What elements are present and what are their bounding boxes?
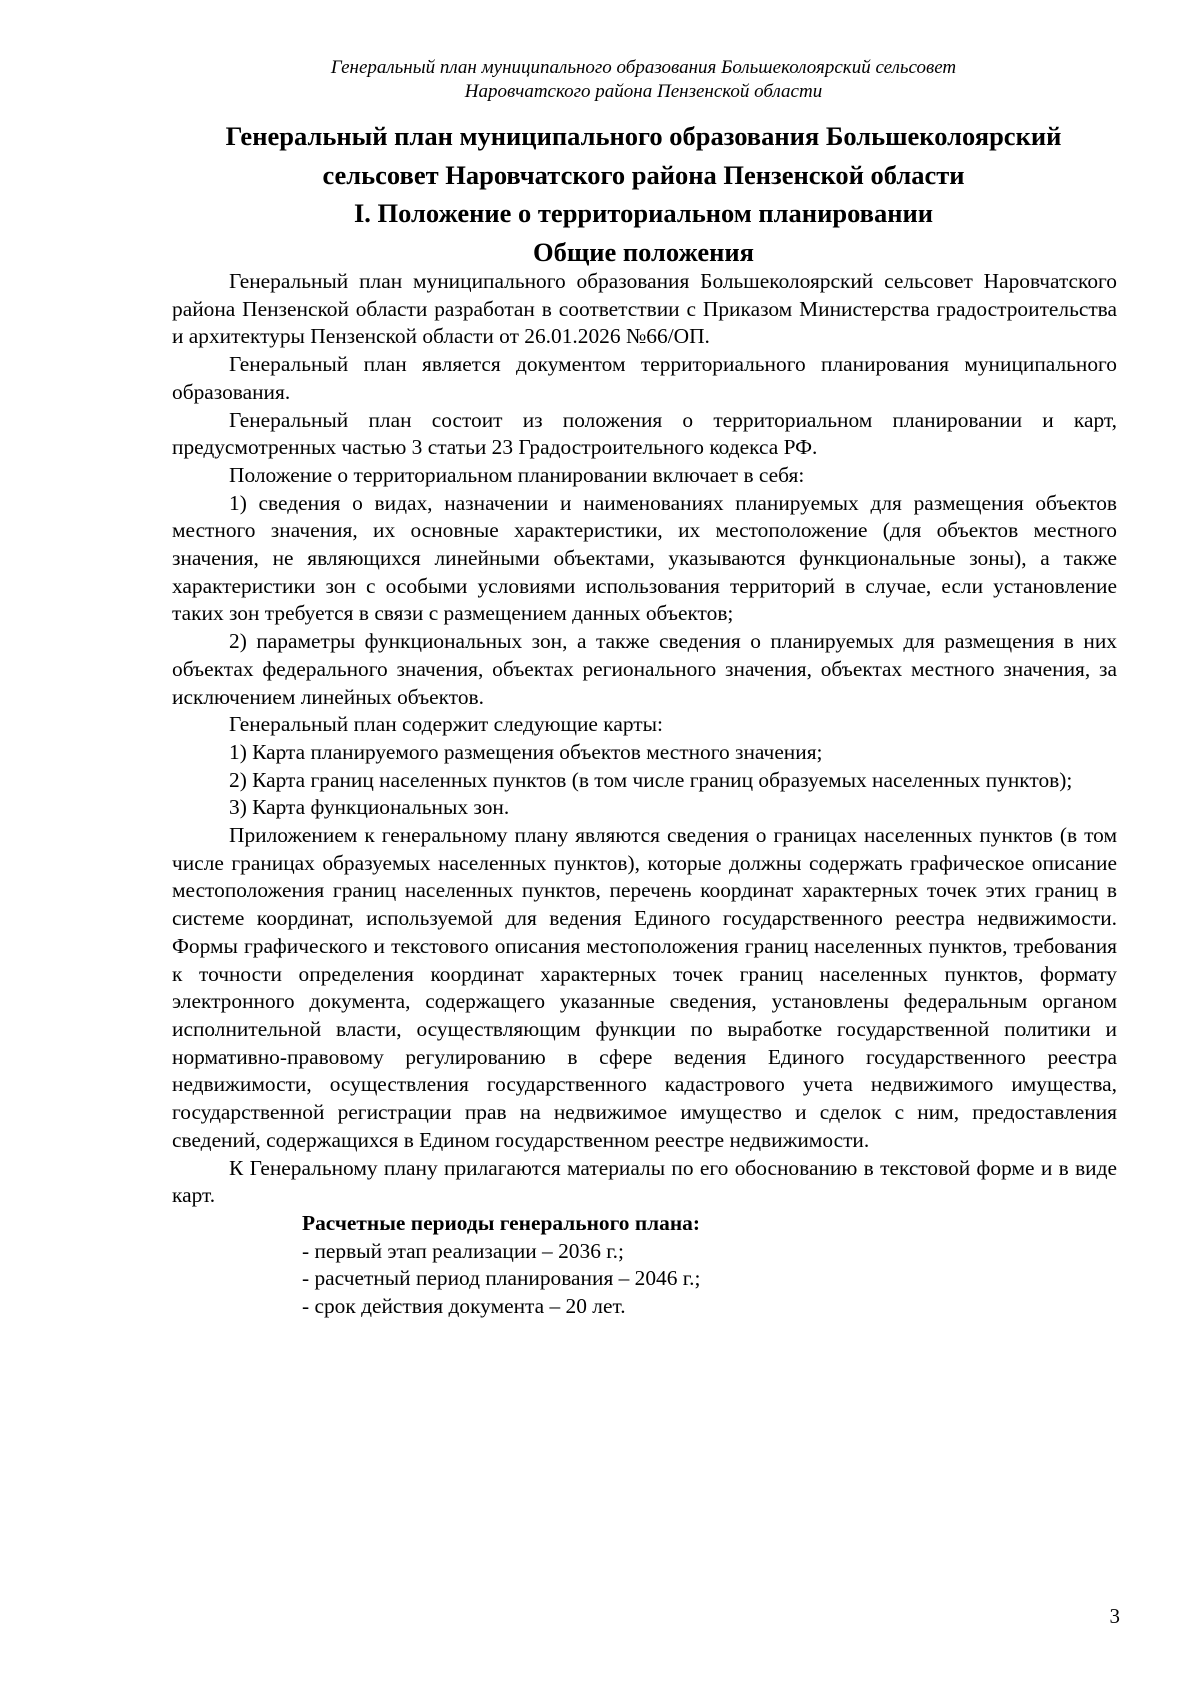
list-item-map-2: 2) Карта границ населенных пунктов (в том числе границ образуемых населенных пунктов);	[229, 767, 1073, 792]
paragraph-appendix: Приложением к генеральному плану являются сведения о границах населенных пунктов (в том числе границах образуемых населенных пунктов), которые должны содержать графическое описание местоположения границ населенных пунктов, перечень координат характерных точек этих границ в системе координат, используемой для ведения Единого государственного реестра недвижимости. Формы графического и текстового описания местоположения границ населенных пунктов, требования к точности определения координат характерных точек границ населенных пунктов, формату электронного документа, содержащего указанные сведения, установлены федеральным органом исполнительной власти, осуществляющим функции по выработке государственной политики и нормативно-правовому регулированию в сфере ведения Единого государственного реестра недвижимости, осуществления государственного кадастрового учета недвижимого имущества, государственной регистрации прав на недвижимое имущество и сделок с ним, предоставления сведений, содержащихся в Едином государственном реестре недвижимости.	[172, 823, 1117, 1152]
period-item-planning-period: - расчетный период планирования – 2046 г.;	[302, 1266, 701, 1291]
subsection-heading: Общие положения	[532, 236, 755, 267]
page-number: 3	[1109, 1604, 1120, 1628]
running-header	[170, 56, 1117, 104]
paragraph-composition: Генеральный план состоит из положения о территориальном планировании и карт, предусмотренных частью 3 статьи 23 Градостроительного кодекса РФ.	[172, 407, 1117, 460]
paragraph-maps-intro: Генеральный план содержит следующие карты:	[229, 712, 663, 737]
document-title	[170, 117, 1117, 271]
periods-heading: Расчетные периоды генерального плана:	[302, 1210, 700, 1235]
list-item-provision-2: 2) параметры функциональных зон, а также сведения о планируемых для размещения в них объектах федерального значения, объектах регионального значения, объектах местного значения, за исключением линейных объектов.	[172, 629, 1117, 709]
running-header-line-2: Наровчатского района Пензенской области	[464, 81, 823, 102]
body-text	[172, 268, 1117, 1321]
title-line-2: сельсовет Наровчатского района Пензенской области	[322, 159, 965, 190]
period-item-first-stage: - первый этап реализации – 2036 г.;	[302, 1238, 624, 1263]
section-heading: I. Положение о территориальном планировании	[353, 198, 934, 228]
list-item-map-1: 1) Карта планируемого размещения объектов местного значения;	[229, 739, 823, 764]
list-item-map-3: 3) Карта функциональных зон.	[229, 795, 510, 820]
paragraph-provision-contents: Положение о территориальном планировании включает в себя:	[229, 462, 805, 487]
list-item-provision-1: 1) сведения о видах, назначении и наименованиях планируемых для размещения объектов местного значения, их основные характеристики, их местоположение (для объектов местного значения, не являющихся линейными объектами, указываются функциональные зоны), а также характеристики зон с особыми условиями использования территорий в случае, если установление таких зон требуется в связи с размещением данных объектов;	[172, 490, 1117, 626]
paragraph-development-basis: Генеральный план муниципального образования Большеколоярский сельсовет Наровчатского района Пензенской области разработан в соответствии с Приказом Министерства градостроительства и архитектуры Пензенской области от 26.01.2026 №66/ОП.	[172, 269, 1117, 349]
running-header-line-1: Генеральный план муниципального образования Большеколоярский сельсовет	[330, 57, 957, 78]
paragraph-materials: К Генеральному плану прилагаются материалы по его обоснованию в текстовой форме и в виде карт.	[172, 1155, 1117, 1208]
paragraph-document-status: Генеральный план является документом территориального планирования муниципального образования.	[172, 352, 1117, 404]
title-line-1: Генеральный план муниципального образования Большеколоярский	[225, 121, 1062, 151]
period-item-validity: - срок действия документа – 20 лет.	[302, 1294, 626, 1319]
